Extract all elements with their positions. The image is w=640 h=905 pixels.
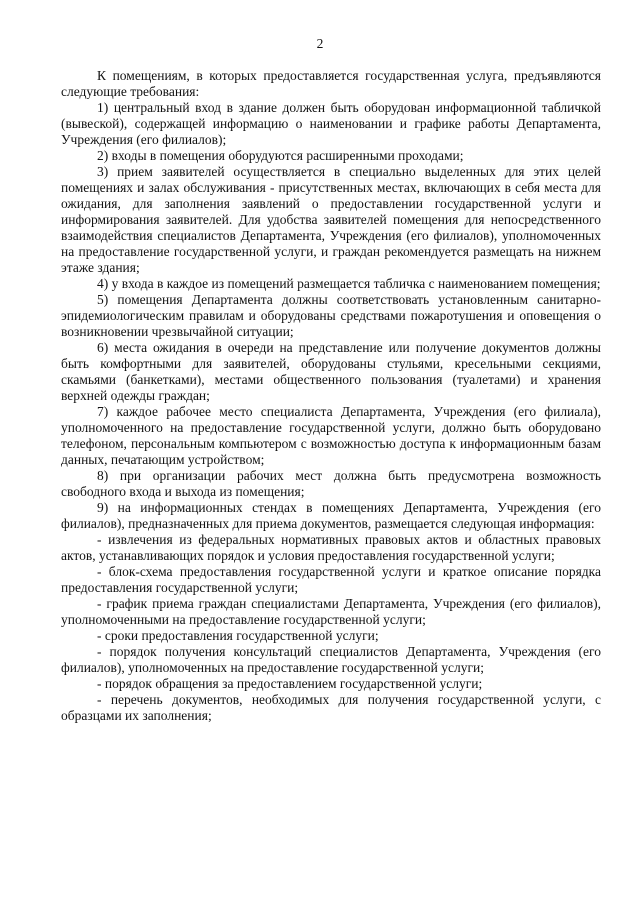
paragraph-intro: К помещениям, в которых предоставляется государственная услуга, предъявляются следующие требования: xyxy=(61,68,601,99)
document-body xyxy=(61,68,601,724)
page-number: 2 xyxy=(316,36,324,51)
paragraph-item-6: 6) места ожидания в очереди на представление или получение документов должны быть комфортными для заявителей, оборудованы стульями, кресельными секциями, скамьями (банкетками), местами общественного пользования (туалетами) и хранения верхней одежды граждан; xyxy=(61,340,601,403)
paragraph-item-3: 3) прием заявителей осуществляется в специально выделенных для этих целей помещениях и залах обслуживания - присутственных местах, включающих в себя места для ожидания, для заполнения заявлений о предоставлении государственной услуги и информирования заявителей. Для удобства заявителей помещения для непосредственного взаимодействия специалистов Департамента, Учреждения (его филиалов), уполномоченных на предоставление государственной услуги, и граждан рекомендуется размещать на нижнем этаже здания; xyxy=(61,164,601,275)
paragraph-item-1: 1) центральный вход в здание должен быть оборудован информационной табличкой (вывеской), содержащей информацию о наименовании и графике работы Департамента, Учреждения (его филиалов); xyxy=(61,100,601,147)
paragraph-item-5: 5) помещения Департамента должны соответствовать установленным санитарно-эпидемиологическим правилам и оборудованы средствами пожаротушения и оповещения о возникновении чрезвычайной ситуации; xyxy=(61,292,601,339)
list-item-legal-extracts: - извлечения из федеральных нормативных правовых актов и областных правовых актов, устанавливающих порядок и условия предоставления государственной услуги; xyxy=(61,532,601,563)
list-item-consultation-procedure: - порядок получения консультаций специалистов Департамента, Учреждения (его филиалов), уполномоченных на предоставление государственной услуги; xyxy=(61,644,601,675)
list-item-application-procedure: - порядок обращения за предоставлением государственной услуги; xyxy=(97,676,483,691)
list-item-service-terms: - сроки предоставления государственной услуги; xyxy=(97,628,379,643)
list-item-reception-schedule: - график приема граждан специалистами Департамента, Учреждения (его филиалов), уполномоченными на предоставление государственной услуги; xyxy=(61,596,601,627)
paragraph-item-8: 8) при организации рабочих мест должна быть предусмотрена возможность свободного входа и выхода из помещения; xyxy=(61,468,601,499)
list-item-documents-list: - перечень документов, необходимых для получения государственной услуги, с образцами их заполнения; xyxy=(61,692,601,723)
paragraph-item-7: 7) каждое рабочее место специалиста Департамента, Учреждения (его филиала), уполномоченного на предоставление государственной услуги, должно быть оборудовано телефоном, персональным компьютером с возможностью доступа к информационным базам данных, печатающим устройством; xyxy=(61,404,601,467)
paragraph-item-2: 2) входы в помещения оборудуются расширенными проходами; xyxy=(97,148,464,163)
list-item-flowchart: - блок-схема предоставления государственной услуги и краткое описание порядка предоставления государственной услуги; xyxy=(61,564,601,595)
paragraph-item-9: 9) на информационных стендах в помещениях Департамента, Учреждения (его филиалов), предназначенных для приема документов, размещается следующая информация: xyxy=(61,500,601,531)
paragraph-item-4: 4) у входа в каждое из помещений размещается табличка с наименованием помещения; xyxy=(97,276,601,291)
